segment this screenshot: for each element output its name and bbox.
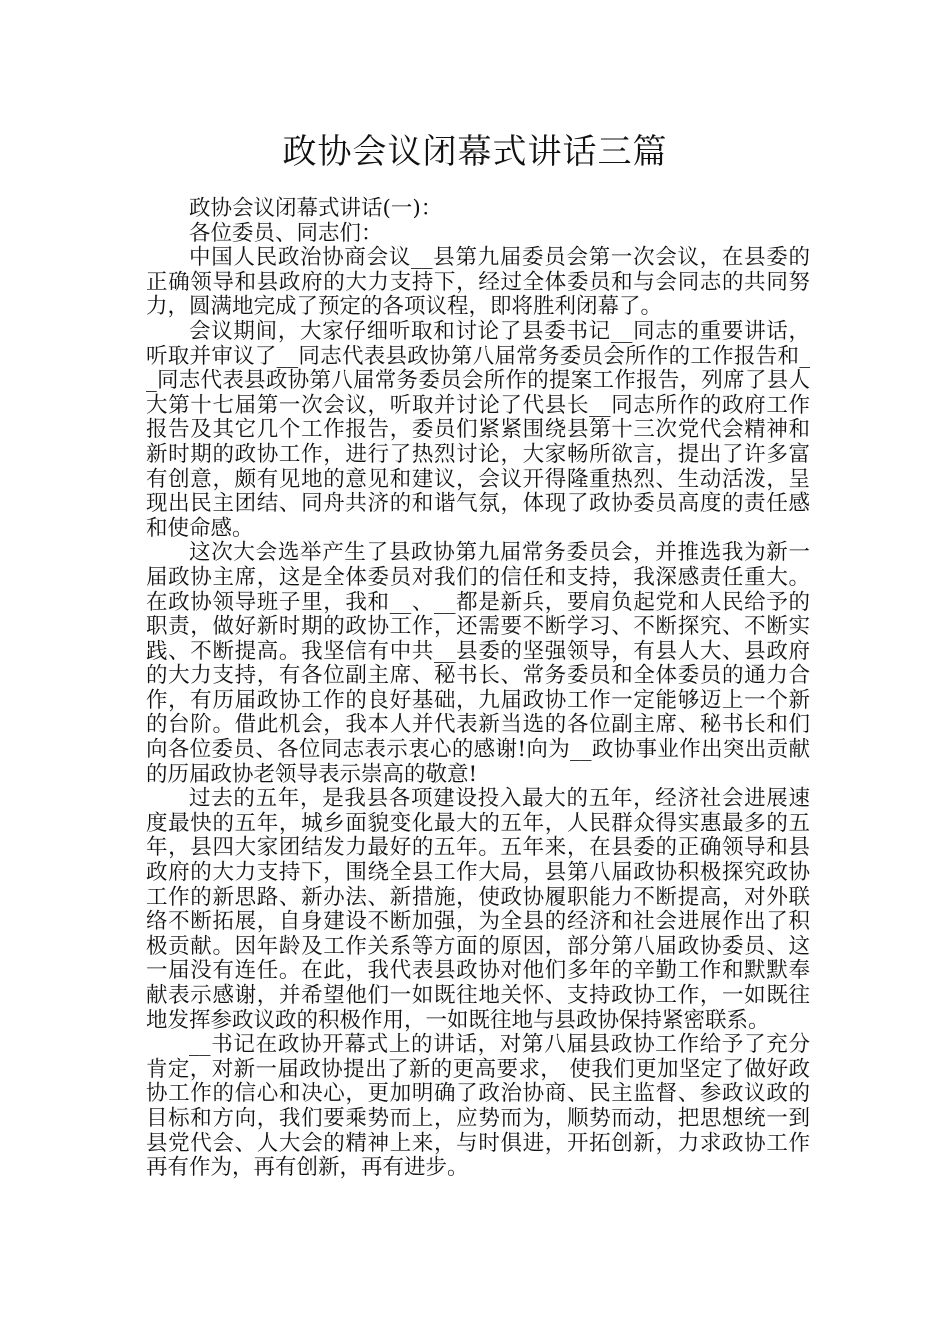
section-heading: 政协会议闭幕式讲话(一)： — [189, 196, 443, 221]
document-body — [146, 197, 810, 1181]
paragraph: 这次大会选举产生了县政协第九届常务委员会，并推选我为新一届政协主席，这是全体委员对我们的信任和支持，我深感责任重大。在政协领导班子里，我和__、__都是新兵，要肩负起党和人民给予的职责，做好新时期的政协工作，还需要不断学习、不断探究、不断实践、不断提高。我坚信有中共__县委的坚强领导，有县人大、县政府的大力支持，有各位副主席、秘书长、常务委员和全体委员的通力合作，有历届政协工作的良好基础，九届政协工作一定能够迈上一个新的台阶。借此机会，我本人并代表新当选的各位副主席、秘书长和们向各位委员、各位同志表示衷心的感谢!向为__政协事业作出突出贡献的历届政协老领导表示崇高的敬意! — [146, 540, 810, 787]
paragraph: 中国人民政治协商会议__县第九届委员会第一次会议，在县委的正确领导和县政府的大力支持下，经过全体委员和与会同志的共同努力，圆满地完成了预定的各项议程，即将胜利闭幕了。 — [146, 245, 810, 320]
paragraph: 过去的五年，是我县各项建设投入最大的五年，经济社会进展速度最快的五年，城乡面貌变化最大的五年，人民群众得实惠最多的五年，县四大家团结发力最好的五年。五年来，在县委的正确领导和县政府的大力支持下，围绕全县工作大局，县第八届政协积极探究政协工作的新思路、新办法、新措施，使政协履职能力不断提高，对外联络不断拓展，自身建设不断加强，为全县的经济和社会进展作出了积极贡献。因年龄及工作关系等方面的原因，部分第八届政协委员、这一届没有连任。在此，我代表县政协对他们多年的辛勤工作和默默奉献表示感谢，并希望他们一如既往地关怀、支持政协工作，一如既往地发挥参政议政的积极作用，一如既往地与县政协保持紧密联系。 — [146, 786, 810, 1033]
paragraph: __书记在政协开幕式上的讲话，对第八届县政协工作给予了充分肯定，对新一届政协提出了新的更高要求， 使我们更加坚定了做好政协工作的信心和决心，更加明确了政治协商、民主监督、参政议政的目标和方向，我们要乘势而上，应势而为，顺势而动，把思想统一到县党代会、人大会的精神上来，与时俱进，开拓创新，力求政协工作再有作为，再有创新，再有进步。 — [146, 1032, 810, 1181]
salutation: 各位委员、同志们： — [189, 220, 383, 246]
document-title: 政协会议闭幕式讲话三篇 — [282, 132, 668, 172]
paragraph: 会议期间，大家仔细听取和讨论了县委书记__同志的重要讲话，听取并审议了__同志代表县政协第八届常务委员会所作的工作报告和__同志代表县政协第八届常务委员会所作的提案工作报告，列席了县人大第十七届第一次会议，听取并讨论了代县长__同志所作的政府工作报告及其它几个工作报告，委员们紧紧围绕县第十三次党代会精神和新时期的政协工作，进行了热烈讨论，大家畅所欲言，提出了许多富有创意，颇有见地的意见和建议，会议开得隆重热烈、生动活泼，呈现出民主团结、同舟共济的和谐气氛，体现了政协委员高度的责任感和使命感。 — [146, 318, 810, 541]
